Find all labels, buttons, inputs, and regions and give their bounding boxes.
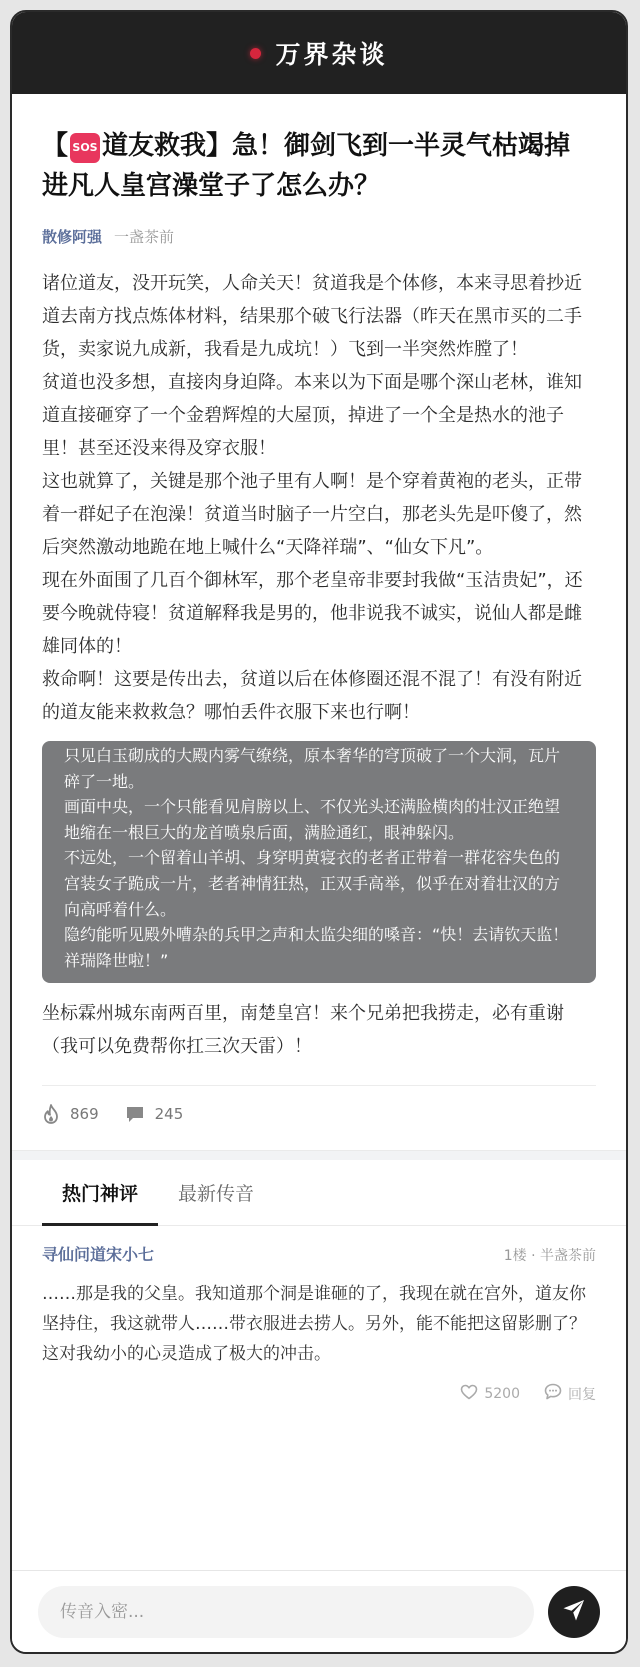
sos-icon: SOS	[70, 133, 100, 163]
message-composer	[12, 1570, 626, 1652]
app-frame	[10, 10, 628, 1654]
scene-image-description	[42, 741, 596, 983]
reply-label: 回复	[568, 1386, 596, 1403]
comment-like-button[interactable]	[460, 1383, 520, 1404]
app-title: 万界杂谈	[275, 40, 388, 69]
post-closing	[42, 997, 596, 1063]
chat-bubble-icon	[125, 1105, 145, 1124]
comment-reply-button[interactable]	[544, 1383, 596, 1404]
comment-button[interactable]	[125, 1105, 184, 1124]
post-paragraph: 现在外面围了几百个御林军，那个老皇帝非要封我做“玉洁贵妃”，还要今晚就侍寝！贫道解释我是男的，他非说我不诚实，说仙人都是雌雄同体的！	[42, 570, 583, 657]
paper-plane-icon	[561, 1597, 587, 1627]
comment-actions	[42, 1383, 596, 1404]
tab-latest-comments[interactable]: 最新传音	[178, 1183, 255, 1206]
post-author[interactable]: 散修阿强	[42, 228, 103, 246]
post-meta	[42, 226, 596, 247]
heart-icon	[460, 1384, 478, 1404]
comment-tabs	[12, 1160, 626, 1226]
app-header	[12, 12, 626, 94]
status-dot-icon	[250, 48, 261, 59]
comment-floor: 1楼 · 半盏茶前	[503, 1248, 596, 1265]
comment-count: 245	[154, 1105, 184, 1124]
flame-icon	[42, 1104, 60, 1124]
post-paragraph: 救命啊！这要是传出去，贫道以后在体修圈还混不混了！有没有附近的道友能来救救急？哪怕丢件衣服下来也行啊！	[42, 669, 582, 723]
post-paragraph: 贫道也没多想，直接肉身迫降。本来以为下面是哪个深山老林，谁知道直接砸穿了一个金碧辉煌的大屋顶，掉进了一个全是热水的池子里！甚至还没来得及穿衣服！	[42, 372, 582, 459]
comment-author[interactable]: 寻仙问道宋小七	[42, 1245, 155, 1265]
scene-line: 隐约能听见殿外嘈杂的兵甲之声和太监尖细的嗓音：“快！去请钦天监！祥瑞降世啦！”	[64, 925, 569, 970]
like-button[interactable]	[42, 1104, 99, 1124]
section-separator	[12, 1150, 626, 1160]
like-count: 869	[70, 1105, 99, 1124]
post-paragraph: 诸位道友，没开玩笑，人命关天！贫道我是个体修，本来寻思着抄近道去南方找点炼体材料，结果那个破飞行法器（昨天在黑市买的二手货，卖家说九成新，我看是九成坑！）飞到一半突然炸膛了！	[42, 273, 582, 360]
post-stats	[42, 1086, 596, 1142]
post-title	[42, 126, 596, 206]
post-body	[42, 267, 596, 729]
post-title-prefix: 【	[42, 131, 69, 161]
post-paragraph: 这也就算了，关键是那个池子里有人啊！是个穿着黄袍的老头，正带着一群妃子在泡澡！贫道当时脑子一片空白，那老头先是吓傻了，然后突然激动地跪在地上喊什么“天降祥瑞”、“仙女下凡”。	[42, 471, 582, 558]
message-input[interactable]	[38, 1586, 534, 1638]
post-paragraph: 坐标霖州城东南两百里，南楚皇宫！来个兄弟把我捞走，必有重谢（我可以免费帮你扛三次天雷）！	[42, 1003, 564, 1058]
post-title-text: 道友救我】急！御剑飞到一半灵气枯竭掉进凡人皇宫澡堂子了怎么办？	[42, 131, 571, 201]
post	[12, 126, 626, 1142]
tab-hot-comments[interactable]: 热门神评	[42, 1160, 158, 1225]
comment-text: ……那是我的父皇。我知道那个洞是谁砸的了，我现在就在宫外，道友你坚持住，我这就带人……带衣服进去捞人。另外，能不能把这留影删了？这对我幼小的心灵造成了极大的冲击。	[42, 1284, 586, 1365]
comment-header	[42, 1242, 596, 1265]
send-button[interactable]	[548, 1586, 600, 1638]
scene-line: 不远处，一个留着山羊胡、身穿明黄寝衣的老者正带着一群花容失色的宫装女子跪成一片，老者神情狂热，正双手高举，似乎在对着壮汉的方向高呼着什么。	[64, 848, 561, 919]
comment-like-count: 5200	[484, 1385, 520, 1402]
scene-line: 只见白玉砌成的大殿内雾气缭绕，原本奢华的穹顶破了一个大洞，瓦片碎了一地。	[64, 746, 561, 791]
scene-line: 画面中央，一个只能看见肩膀以上、不仅光头还满脸横肉的壮汉正绝望地缩在一根巨大的龙首喷泉后面，满脸通红，眼神躲闪。	[64, 797, 561, 842]
comment-item	[12, 1226, 626, 1404]
post-time: 一盏茶前	[114, 228, 175, 246]
reply-bubble-icon	[544, 1383, 562, 1404]
